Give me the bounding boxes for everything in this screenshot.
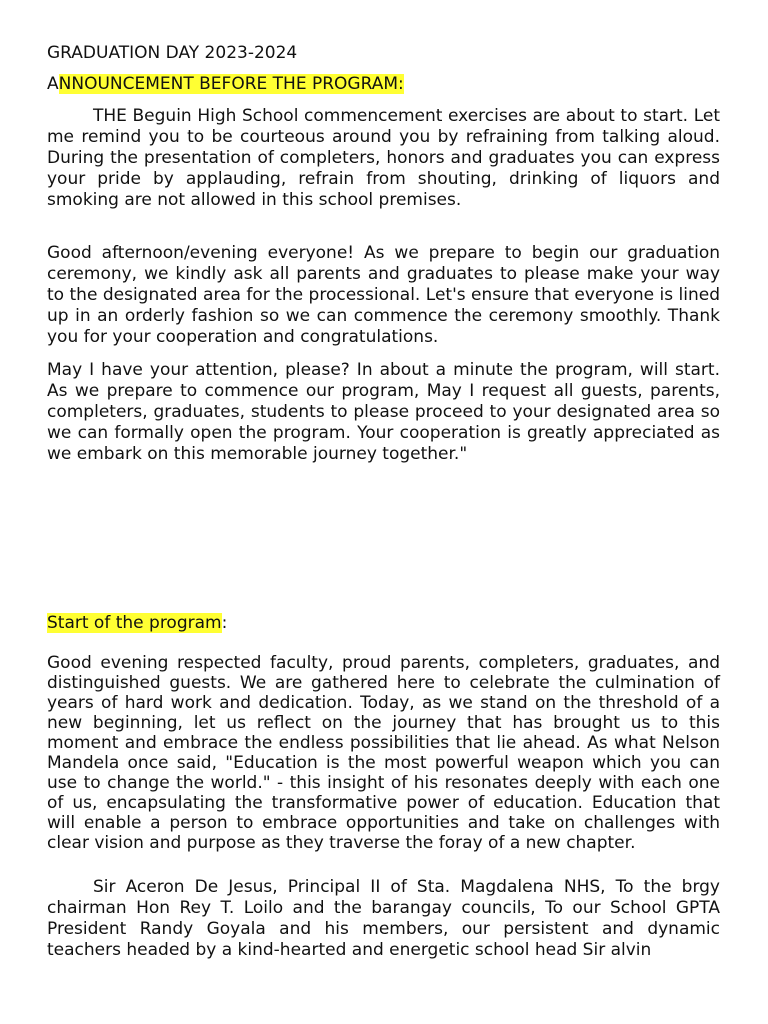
announcement-paragraph: THE Beguin High School commencement exercises are about to start. Let me remind you to be courteous around you by refraining from talking aloud. During the presentation of completers, honors and graduates you can express your pride by applauding, refrain from shouting, drinking of liquors and smoking are not allowed in this school premises. [47, 106, 720, 210]
program-paragraph: Sir Aceron De Jesus, Principal II of Sta. Magdalena NHS, To the brgy chairman Hon Rey T. Loilo and the barangay councils, To our School GPTA President Randy Goyala and his members, our persistent and dynamic teachers headed by a kind-hearted and energetic school head Sir alvin [47, 877, 720, 960]
announcement-heading-highlight: NNOUNCEMENT BEFORE THE PROGRAM: [58, 74, 404, 94]
start-heading-suffix: : [221, 613, 228, 633]
announcement-heading [47, 74, 404, 95]
document-title: GRADUATION DAY 2023-2024 [47, 43, 298, 63]
start-heading-highlight: Start of the program [47, 613, 222, 633]
announcement-heading-first-letter: A [47, 74, 59, 94]
announcement-paragraph: May I have your attention, please? In about a minute the program, will start. As we prepare to commence our program, May I request all guests, parents, completers, graduates, students to please proceed to your designated area so we can formally open the program. Your cooperation is greatly appreciated as we embark on this memorable journey together." [47, 360, 720, 464]
announcement-paragraph: Good afternoon/evening everyone! As we prepare to begin our graduation ceremony, we kindly ask all parents and graduates to please make your way to the designated area for the processional. Let's ensure that everyone is lined up in an orderly fashion so we can commence the ceremony smoothly. Thank you for your cooperation and congratulations. [47, 243, 720, 347]
program-paragraph: Good evening respected faculty, proud parents, completers, graduates, and distinguished guests. We are gathered here to celebrate the culmination of years of hard work and dedication. Today, as we stand on the threshold of a new beginning, let us reflect on the journey that has brought us to this moment and embrace the endless possibilities that lie ahead. As what Nelson Mandela once said, "Education is the most powerful weapon which you can use to change the world." - this insight of his resonates deeply with each one of us, encapsulating the transformative power of education. Education that will enable a person to embrace opportunities and take on challenges with clear vision and purpose as they traverse the foray of a new chapter. [47, 653, 720, 853]
start-heading [47, 613, 227, 634]
